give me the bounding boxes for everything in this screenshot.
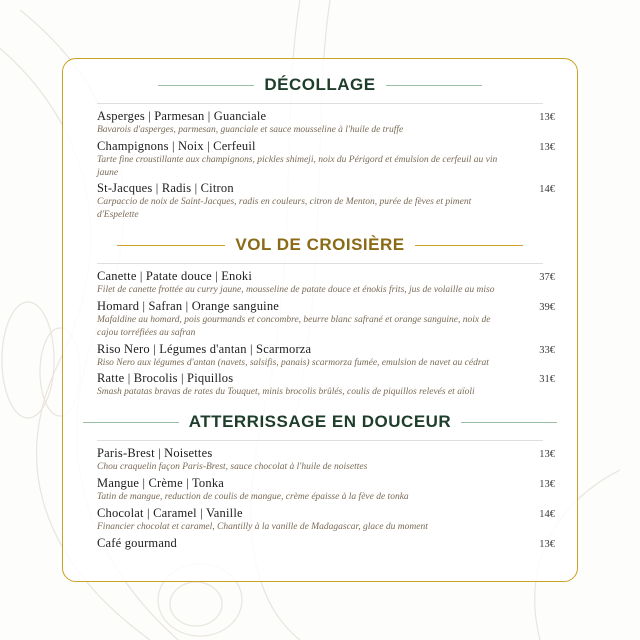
menu-item (79, 268, 561, 298)
menu-item-row (79, 476, 561, 491)
menu-item-price: 13€ (539, 478, 555, 490)
section-gap (79, 400, 561, 406)
section-header (79, 412, 561, 432)
menu-item-description: Financier chocolat et caramel, Chantilly à la vanille de Madagascar, glace du moment (97, 521, 428, 532)
menu-item (79, 180, 561, 223)
menu-item-description: Bavarois d'asperges, parmesan, guanciale et sauce mousseline à l'huile de truffe (97, 125, 404, 135)
menu-item-description: Riso Nero aux légumes d'antan (navets, salsifis, panais) scarmorza fumée, emulsion de navet au cédrat (97, 357, 489, 368)
menu-item-description: Tarte fine croustillante aux champignons, pickles shimeji, noix du Périgord et émulsion de cerfeuil au vin jaune (97, 154, 498, 178)
rule-left (158, 85, 254, 86)
menu-section-vol-de-croisiere (79, 235, 561, 400)
menu-item (79, 138, 561, 181)
menu-item-price: 39€ (539, 301, 555, 313)
section-header (79, 75, 561, 95)
menu-item-name: Riso Nero | Légumes d'antan | Scarmorza (97, 341, 312, 356)
menu-items (79, 268, 561, 400)
menu-item-price: 37€ (539, 272, 555, 284)
menu-item (79, 505, 561, 535)
menu-item-price: 14€ (539, 184, 555, 196)
menu-item-name: St-Jacques | Radis | Citron (97, 181, 234, 196)
rule-right (461, 422, 557, 423)
menu-item-price: 13€ (539, 538, 555, 550)
menu-item-name: Ratte | Brocolis | Piquillos (97, 371, 234, 386)
menu-section-atterrissage (79, 412, 561, 551)
menu-card (62, 58, 578, 582)
menu-item-name: Homard | Safran | Orange sanguine (97, 298, 280, 313)
menu-item-name: Canette | Patate douce | Enoki (97, 269, 253, 284)
menu-item-description: Filet de canette frottée au curry jaune, mousseline de patate douce et énokis frits, jus de volaille au miso (97, 285, 495, 296)
menu-item-row (79, 506, 561, 521)
menu-item-name: Chocolat | Caramel | Vanille (97, 505, 243, 520)
menu-item (79, 475, 561, 505)
rule-right (415, 245, 523, 246)
menu-item-price: 13€ (539, 141, 555, 153)
menu-item (79, 341, 561, 371)
menu-item-name: Champignons | Noix | Cerfeuil (97, 138, 256, 153)
menu-item-row (79, 109, 561, 124)
menu-item (79, 298, 561, 341)
menu-items (79, 445, 561, 551)
menu-items (79, 108, 561, 223)
menu-item-name: Café gourmand (97, 535, 178, 550)
menu-item-row (79, 536, 561, 551)
menu-item (79, 445, 561, 475)
divider (97, 440, 543, 441)
menu-item-description: Smash patatas bravas de rates du Touquet, minis brocolis brûlés, coulis de piquillos relevés et aïoli (97, 387, 475, 398)
divider (97, 103, 543, 104)
menu-item (79, 370, 561, 400)
menu-item-description: Tatin de mangue, reduction de coulis de mangue, crème épaisse à la fève de tonka (97, 491, 409, 502)
menu-item-name: Mangue | Crème | Tonka (97, 475, 225, 490)
rule-left (83, 422, 179, 423)
menu-item (79, 535, 561, 552)
menu-item-description: Chou craquelin façon Paris-Brest, sauce chocolat à l'huile de noisettes (97, 462, 368, 473)
section-title: VOL DE CROISIÈRE (235, 235, 405, 255)
section-gap (79, 223, 561, 229)
menu-item-price: 14€ (539, 508, 555, 520)
menu-item-row (79, 299, 561, 314)
menu-item-name: Asperges | Parmesan | Guanciale (97, 109, 267, 123)
menu-item-price: 31€ (539, 374, 555, 386)
rule-right (386, 85, 482, 86)
section-title: DÉCOLLAGE (264, 75, 376, 94)
section-header (79, 235, 561, 255)
menu-item-row (79, 371, 561, 386)
menu-item-description: Mafaldine au homard, pois gourmands et concombre, beurre blanc safrané et orange sanguine, noix de cajou torréfiées au safran (97, 314, 491, 338)
section-title: ATTERRISSAGE EN DOUCEUR (188, 412, 452, 432)
menu-item-row (79, 181, 561, 196)
menu-item-price: 13€ (539, 449, 555, 461)
menu-item-description: Carpaccio de noix de Saint-Jacques, radis en couleurs, citron de Menton, purée de fèves et piment d'Espelette (97, 197, 472, 221)
menu-item-row (79, 342, 561, 357)
menu-item-row (79, 446, 561, 461)
menu-item (79, 108, 561, 138)
menu-item-row (79, 139, 561, 154)
menu-item-price: 33€ (539, 344, 555, 356)
rule-left (117, 245, 225, 246)
menu-section-decollage (79, 75, 561, 223)
menu-item-name: Paris-Brest | Noisettes (97, 446, 213, 461)
menu-item-row (79, 269, 561, 284)
divider (97, 263, 543, 264)
menu-item-price: 13€ (539, 112, 555, 123)
